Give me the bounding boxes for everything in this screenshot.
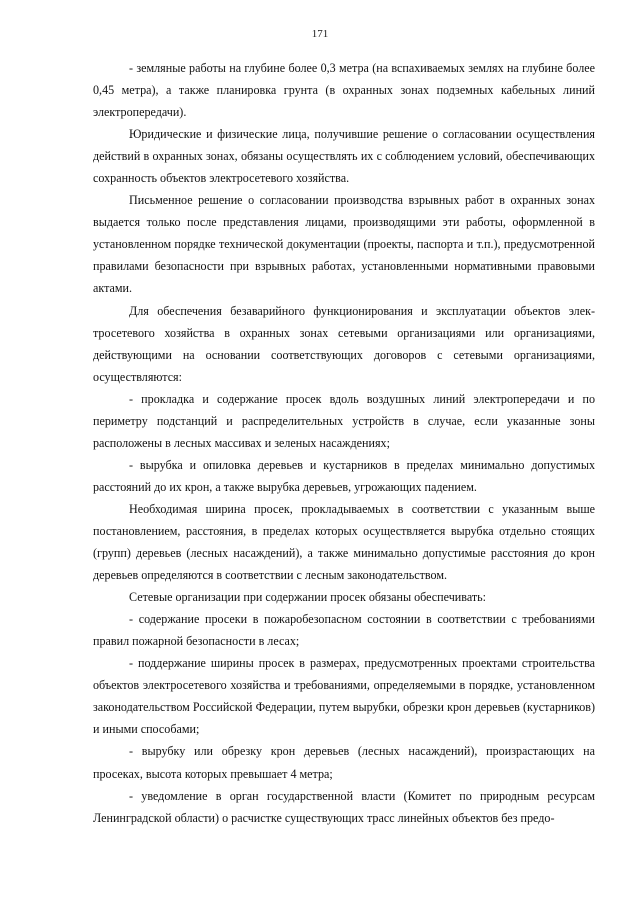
paragraph-fire-safety: - содержание просеки в пожаробезопасном состоянии в соответствии с требованиями правил пожарной безопасности в лесах; [93,612,595,649]
paragraph-notification: - уведомление в орган государственной власти (Комитет по природным ресурсам Ленинградской области) о расчистке существующих трасс линейных объектов без предо- [93,788,595,825]
page-number: 171 [311,28,329,40]
paragraph-legal-entities: Юридические и физические лица, получившие решение о согласовании осуществления действий в охранных зонах, обязаны осуществлять их с соблюдением условий, обеспечивающих сохранность объектов электросетевого хозяйства. [93,127,595,186]
paragraph-tree-cutting: - вырубка и опиловка деревьев и кустарников в пределах минимально допустимых расстояний до их крон, а также вырубка деревьев, угрожающих падением. [93,457,595,494]
paragraph-crown-trimming: - вырубку или обрезку крон деревьев (лесных насаждений), произрастающих на просеках, высота которых превышает 4 метра; [93,744,595,781]
paragraph-trouble-free-operation: Для обеспечения безаварийного функционирования и эксплуатации объектов электросетевого хозяйства в охранных зонах сетевыми организациями или организациями, действующими на основании соответствующих договоров с сетевыми организациями, осуществляются: [93,303,595,384]
paragraph-earthworks: - земляные работы на глубине более 0,3 метра (на вспахиваемых землях на глубине более 0,45 метра), а также планировка грунта (в охранных зонах подземных кабельных линий электропередачи). [93,61,595,120]
paragraph-network-obligations: Сетевые организации при содержании просек обязаны обеспечивать: [129,590,487,605]
paragraph-clearing-width: Необходимая ширина просек, прокладываемых в соответствии с указанным выше постановлением, расстояния, в пределах которых осуществляется вырубка отдельно стоящих (групп) деревьев (лесных насаждений), а также минимально допустимые расстояния до крон деревьев определяются в соответствии с лесным законодательством. [93,501,595,583]
paragraph-blasting-approval: Письменное решение о согласовании производства взрывных работ в охранных зонах выдается только после представления лицами, производящими эти работы, оформленной в установленном порядке технической документации (проекты, паспорта и т.п.), предусмотренной правилами безопасности при взрывных работах, установленными нормативными правовыми актами. [93,193,595,296]
paragraph-clearing-maintenance: - прокладка и содержание просек вдоль воздушных линий электропередачи и по периметру подстанций и распределительных устройств в случае, если указанные зоны расположены в лесных массивах и зеленых насаждениях; [93,391,595,450]
paragraph-width-maintenance: - поддержание ширины просек в размерах, предусмотренных проектами строительства объектов электросетевого хозяйства и требованиями, определяемыми в порядке, установленном законодательством Российской Федерации, путем вырубки, обрезки крон деревьев (кустарников) и иными способами; [93,656,595,737]
page-body [93,57,595,829]
